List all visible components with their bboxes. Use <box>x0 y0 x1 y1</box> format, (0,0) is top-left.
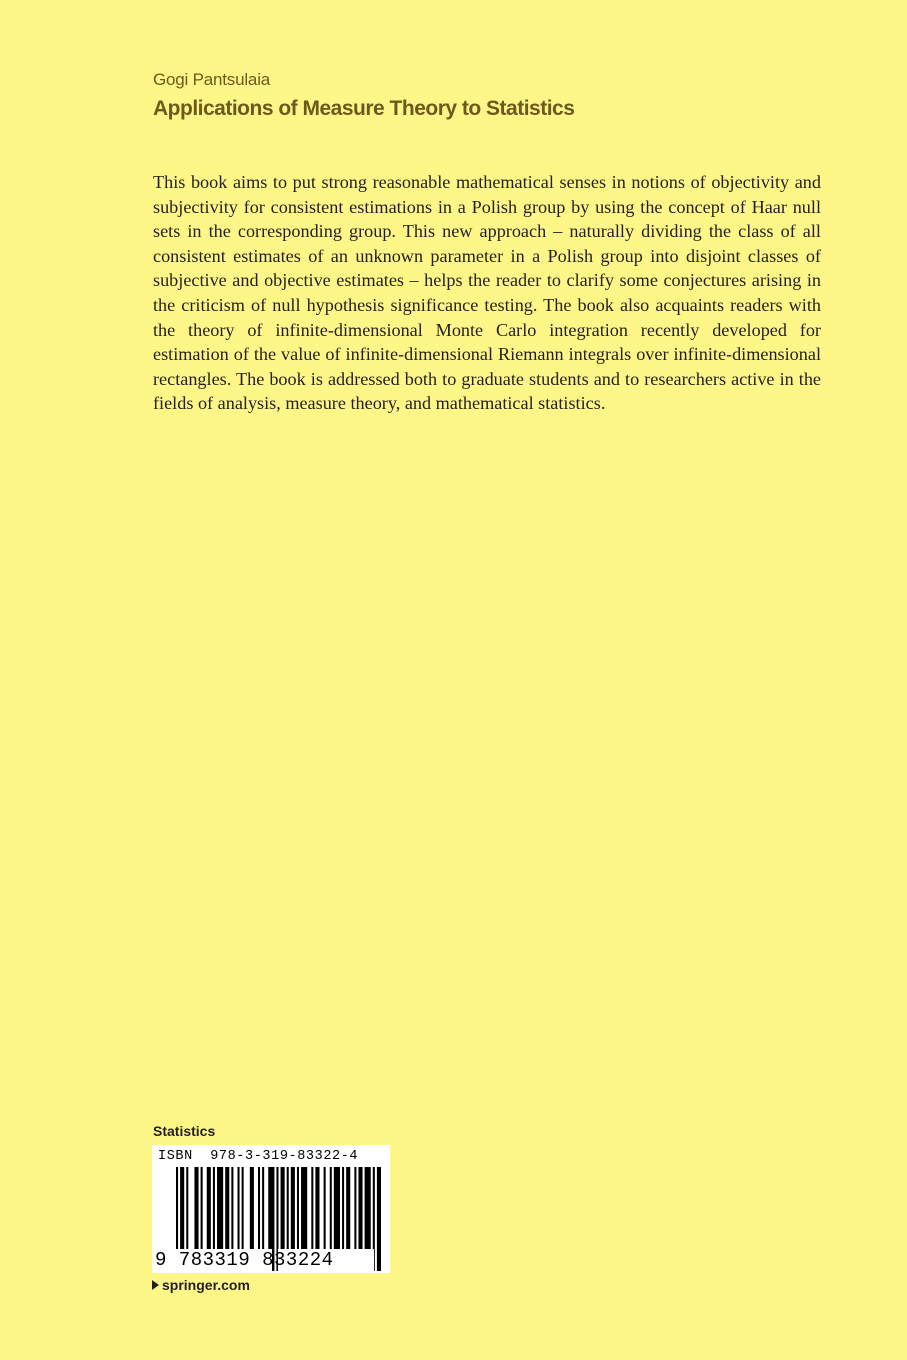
book-description: This book aims to put strong reasonable mathematical senses in notions of objectivity and subjectivity for consistent estimations in a Polish group by using the concept of Haar null sets in the corresponding group. This new approach – naturally dividing the class of all consistent estimates of an unknown parameter in a Polish group into disjoint classes of subjective and objective estimates – helps the reader to clarify some conjectures arising in the criticism of null hypothesis significance testing. The book also acquaints readers with the theory of infinite-dimensional Monte Carlo integration recently developed for estimation of the value of infinite-dimensional Riemann integrals over infinite-dimensional rectangles. The book is addressed both to graduate students and to researchers active in the fields of analysis, measure theory, and mathematical statistics. <box>153 172 821 414</box>
subject-category: Statistics <box>153 1123 216 1139</box>
author-name: Gogi Pantsulaia <box>153 70 271 89</box>
triangle-right-icon <box>152 1280 159 1290</box>
publisher-url: springer.com <box>162 1277 250 1293</box>
book-title: Applications of Measure Theory to Statistics <box>153 97 575 120</box>
isbn-label: ISBN 978-3-319-83322-4 <box>158 1149 359 1164</box>
isbn-barcode <box>152 1145 390 1273</box>
barcode-digits: 9 783319 833224 <box>155 1249 334 1271</box>
publisher-link[interactable] <box>152 1277 250 1293</box>
